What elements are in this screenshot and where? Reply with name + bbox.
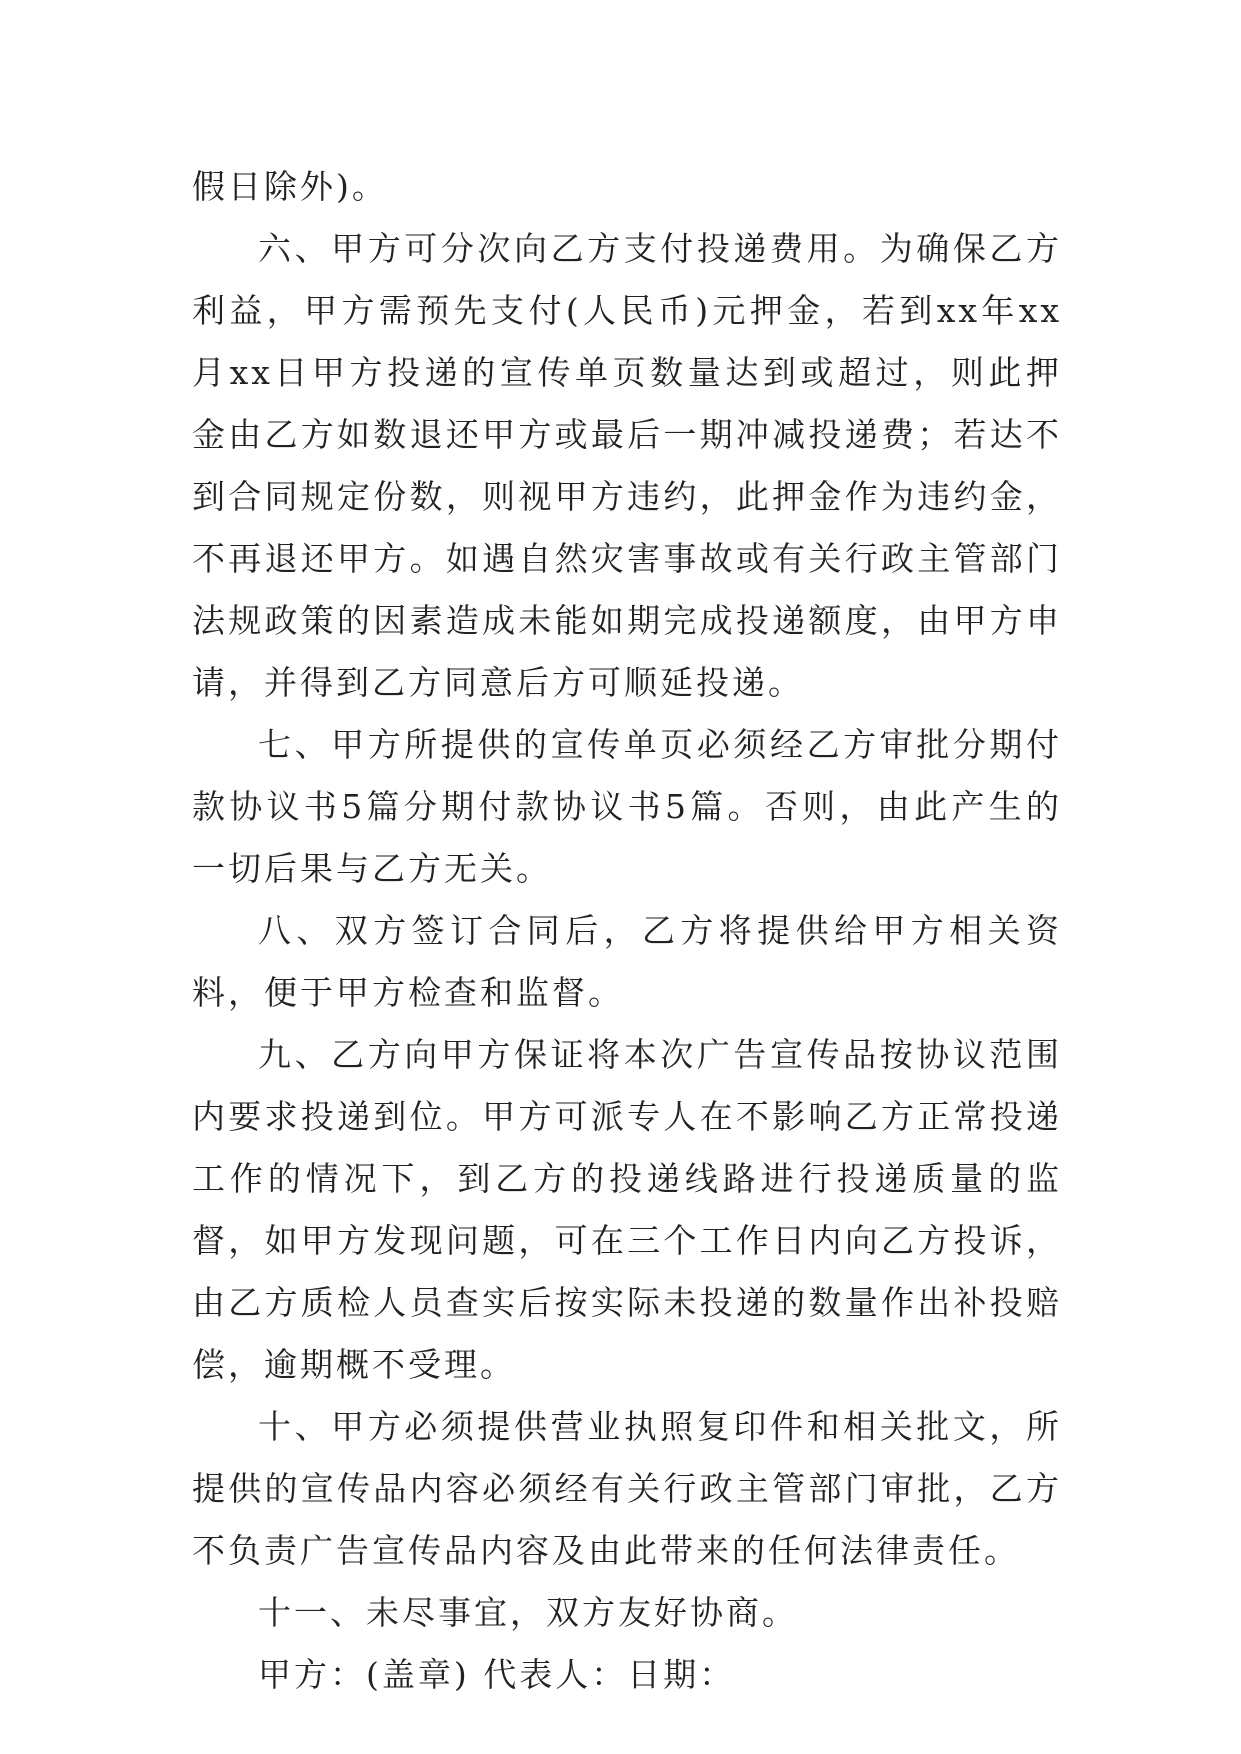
document-body bbox=[192, 156, 1062, 1706]
paragraph-clause-7: 七、甲方所提供的宣传单页必须经乙方审批分期付款协议书5篇分期付款协议书5篇。否则，由此产生的一切后果与乙方无关。 bbox=[192, 725, 1062, 888]
paragraph-clause-10: 十、甲方必须提供营业执照复印件和相关批文，所提供的宣传品内容必须经有关行政主管部门审批，乙方不负责广告宣传品内容及由此带来的任何法律责任。 bbox=[192, 1407, 1062, 1570]
paragraph-clause-8: 八、双方签订合同后，乙方将提供给甲方相关资料，便于甲方检查和监督。 bbox=[192, 911, 1062, 1012]
paragraph-clause-11: 十一、未尽事宜，双方友好协商。 bbox=[258, 1593, 798, 1632]
paragraph-clause-6: 六、甲方可分次向乙方支付投递费用。为确保乙方利益，甲方需预先支付(人民币)元押金，若到xx年xx月xx日甲方投递的宣传单页数量达到或超过，则此押金由乙方如数退还甲方或最后一期冲减投递费；若达不到合同规定份数，则视甲方违约，此押金作为违约金，不再退还甲方。如遇自然灾害事故或有关行政主管部门法规政策的因素造成未能如期完成投递额度，由甲方申请，并得到乙方同意后方可顺延投递。 bbox=[192, 229, 1062, 702]
signature-line: 甲方：(盖章) 代表人：日期： bbox=[258, 1655, 736, 1694]
paragraph-continuation: 假日除外)。 bbox=[192, 167, 388, 206]
paragraph-clause-9: 九、乙方向甲方保证将本次广告宣传品按协议范围内要求投递到位。甲方可派专人在不影响乙方正常投递工作的情况下，到乙方的投递线路进行投递质量的监督，如甲方发现问题，可在三个工作日内向乙方投诉，由乙方质检人员查实后按实际未投递的数量作出补投赔偿，逾期概不受理。 bbox=[192, 1035, 1062, 1384]
